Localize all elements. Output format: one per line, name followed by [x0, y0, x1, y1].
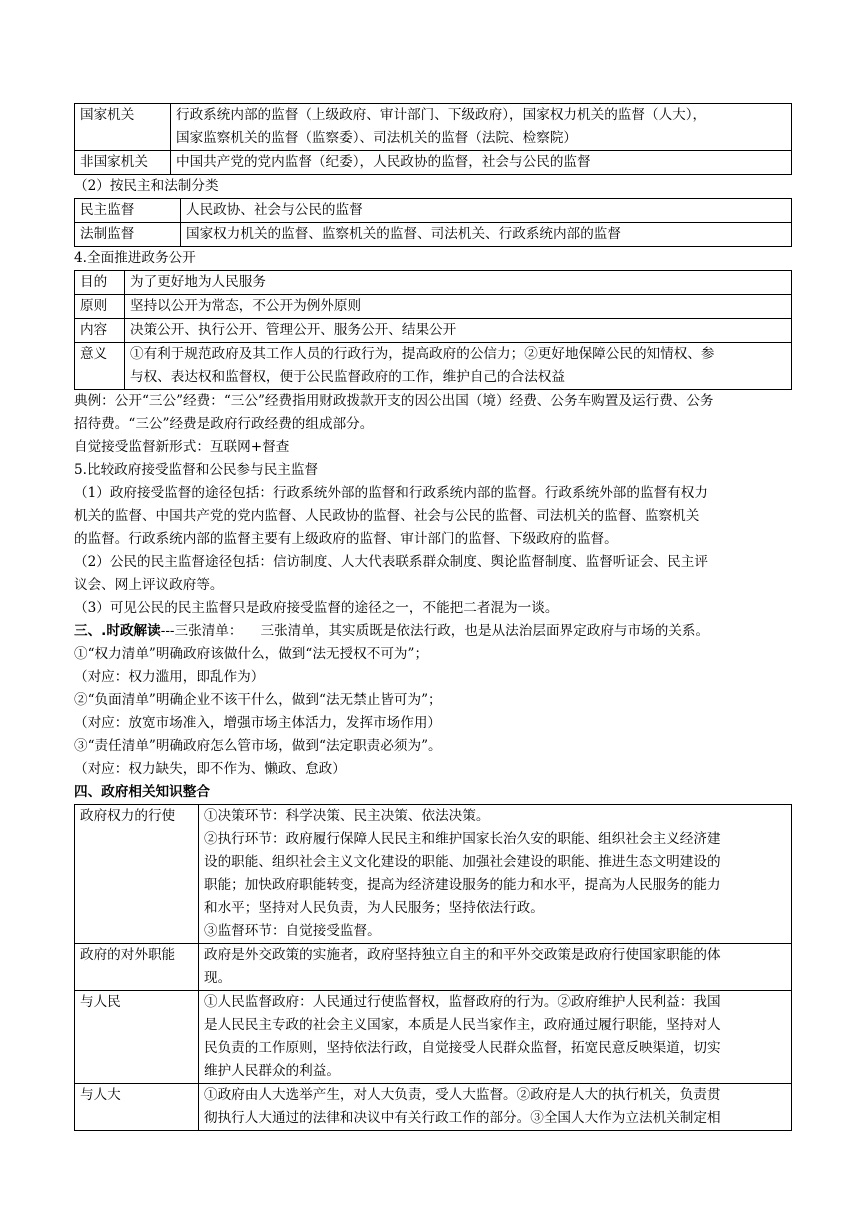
list-item: （对应：放宽市场准入，增强市场主体活力，发挥市场作用） — [74, 715, 442, 731]
section-3-heading — [74, 620, 792, 643]
table-cell — [199, 805, 792, 944]
table-label: 与人民 — [75, 991, 199, 1084]
table-cell-line: 与权、表达权和监督权，便于公民监督政府的工作，维护自己的合法权益 — [130, 369, 565, 385]
list-item: ①“权力清单”明确政府该做什么，做到“法无授权不可为”； — [74, 646, 429, 662]
table-label: 政府权力的行使 — [75, 805, 199, 944]
compare-paragraph: 的监督。行政系统内部的监督主要有上级政府的监督、审计部门的监督、下级政府的监督。 — [74, 531, 618, 547]
table-label: 与人大 — [75, 1084, 199, 1131]
table-row — [75, 805, 792, 944]
table-cell-line: 设的职能、组织社会主义文化建设的职能、加强社会建设的职能、推进生态文明建设的 — [204, 854, 721, 870]
table-cell: 决策公开、执行公开、管理公开、服务公开、结果公开 — [125, 319, 792, 343]
table-cell-line: 彻执行人大通过的法律和决议中有关行政工作的部分。③全国人大作为立法机关制定相 — [204, 1110, 721, 1126]
table-label: 意义 — [75, 343, 125, 390]
table-cell-line: 现。 — [204, 970, 232, 986]
table-cell: 坚持以公开为常态，不公开为例外原则 — [125, 295, 792, 319]
table-cell-line: ①有利于规范政府及其工作人员的行政行为，提高政府的公信力；②更好地保障公民的知情权、参 — [130, 346, 715, 362]
compare-paragraph: 议会、网上评议政府等。 — [74, 577, 224, 593]
table-row — [75, 991, 792, 1084]
government-openness-table — [74, 270, 792, 390]
table-cell — [199, 944, 792, 991]
table-row — [75, 151, 792, 175]
table-row — [75, 223, 792, 247]
table-row — [75, 343, 792, 390]
new-form-line: 自觉接受监督新形式：互联网+督查 — [74, 439, 290, 455]
table-label: 目的 — [75, 271, 125, 295]
section-heading-5: 5.比较政府接受监督和公民参与民主监督 — [74, 462, 319, 478]
section-3-subtitle: ---三张清单： — [160, 623, 243, 639]
table-cell: 为了更好地为人民服务 — [125, 271, 792, 295]
table-cell-line: 民负责的工作原则，坚持依法行政，自觉接受人民群众监督，拓宽民意反映渠道，切实 — [204, 1040, 721, 1056]
table-cell-line: 国家监察机关的监督（监察委）、司法机关的监督（法院、检察院） — [176, 130, 578, 146]
supervision-table-by-organ — [74, 103, 792, 175]
compare-paragraph: （2）公民的民主监督途径包括：信访制度、人大代表联系群众制度、舆论监督制度、监督听证会、民主评 — [74, 554, 708, 570]
table-label: 民主监督 — [75, 199, 181, 223]
table-cell-line: ①人民监督政府：人民通过行使监督权，监督政府的行为。②政府维护人民利益：我国 — [204, 994, 721, 1010]
table-cell-line: 是人民民主专政的社会主义国家，本质是人民当家作主，政府通过履行职能，坚持对人 — [204, 1017, 721, 1033]
compare-paragraph: （1）政府接受监督的途径包括：行政系统外部的监督和行政系统内部的监督。行政系统外部的监督有权力 — [74, 485, 708, 501]
table-cell: 人民政协、社会与公民的监督 — [181, 199, 792, 223]
supervision-table-by-type — [74, 198, 792, 247]
example-paragraph: 典例：公开“三公”经费：“三公”经费指用财政拨款开支的因公出国（境）经费、公务车购置及运行费、公务 — [74, 393, 714, 409]
table-cell: 国家权力机关的监督、监察机关的监督、司法机关、行政系统内部的监督 — [181, 223, 792, 247]
section-3-title: 三、.时政解读 — [74, 623, 161, 639]
section-heading-4: 4.全面推进政务公开 — [74, 250, 196, 266]
table-row — [75, 271, 792, 295]
example-paragraph: 招待费。“三公”经费是政府行政经费的组成部分。 — [74, 416, 374, 432]
section-4-title: 四、政府相关知识整合 — [74, 784, 210, 800]
table-cell-line: 中国共产党的党内监督（纪委），人民政协的监督，社会与公民的监督 — [176, 154, 591, 170]
list-item: （对应：权力缺失，即不作为、懒政、怠政） — [74, 761, 346, 777]
government-knowledge-table — [74, 804, 792, 1131]
table-label: 政府的对外职能 — [75, 944, 199, 991]
table-cell-line: ③监督环节：自觉接受监督。 — [204, 923, 381, 939]
table-cell-line: 职能；加快政府职能转变，提高为经济建设服务的能力和水平，提高为人民服务的能力 — [204, 877, 721, 893]
table-row — [75, 944, 792, 991]
compare-paragraph: 机关的监督、中国共产党的党内监督、人民政协的监督、社会与公民的监督、司法机关的监督、监察机关 — [74, 508, 700, 524]
table-cell-line: ①决策环节：科学决策、民主决策、依法决策。 — [204, 808, 490, 824]
table-cell — [199, 1084, 792, 1131]
table-label: 非国家机关 — [75, 151, 171, 175]
table-cell-line: ②执行环节：政府履行保障人民民主和维护国家长治久安的职能、组织社会主义经济建 — [204, 831, 721, 847]
list-item: ③“责任清单”明确政府怎么管市场，做到“法定职责必须为”。 — [74, 738, 442, 754]
table-cell-line: 维护人民群众的利益。 — [204, 1063, 340, 1079]
table-cell — [125, 343, 792, 390]
table-row — [75, 199, 792, 223]
table-row — [75, 319, 792, 343]
table-cell-line: 和水平；坚持对人民负责，为人民服务；坚持依法行政。 — [204, 900, 544, 916]
table-cell-line: 政府是外交政策的实施者，政府坚持独立自主的和平外交政策是政府行使国家职能的体 — [204, 947, 721, 963]
table-cell-line: ①政府由人大选举产生，对人大负责，受人大监督。②政府是人大的执行机关，负责贯 — [204, 1087, 721, 1103]
table-row — [75, 1084, 792, 1131]
subheading: （2）按民主和法制分类 — [74, 178, 219, 194]
table-row — [75, 104, 792, 151]
table-cell — [171, 151, 792, 175]
table-label: 法制监督 — [75, 223, 181, 247]
table-row — [75, 295, 792, 319]
table-cell-line: 行政系统内部的监督（上级政府、审计部门、下级政府），国家权力机关的监督（人大）， — [176, 107, 707, 123]
table-label: 国家机关 — [75, 104, 171, 151]
section-3-intro: 三张清单，其实质既是依法行政，也是从法治层面界定政府与市场的关系。 — [260, 623, 710, 639]
list-item: （对应：权力滥用，即乱作为） — [74, 669, 265, 685]
table-label: 原则 — [75, 295, 125, 319]
table-label: 内容 — [75, 319, 125, 343]
table-cell — [199, 991, 792, 1084]
document-page — [74, 103, 792, 1131]
list-item: ②“负面清单”明确企业不该干什么，做到“法无禁止皆可为”； — [74, 692, 442, 708]
table-cell — [171, 104, 792, 151]
compare-paragraph: （3）可见公民的民主监督只是政府接受监督的途径之一，不能把二者混为一谈。 — [74, 600, 559, 616]
